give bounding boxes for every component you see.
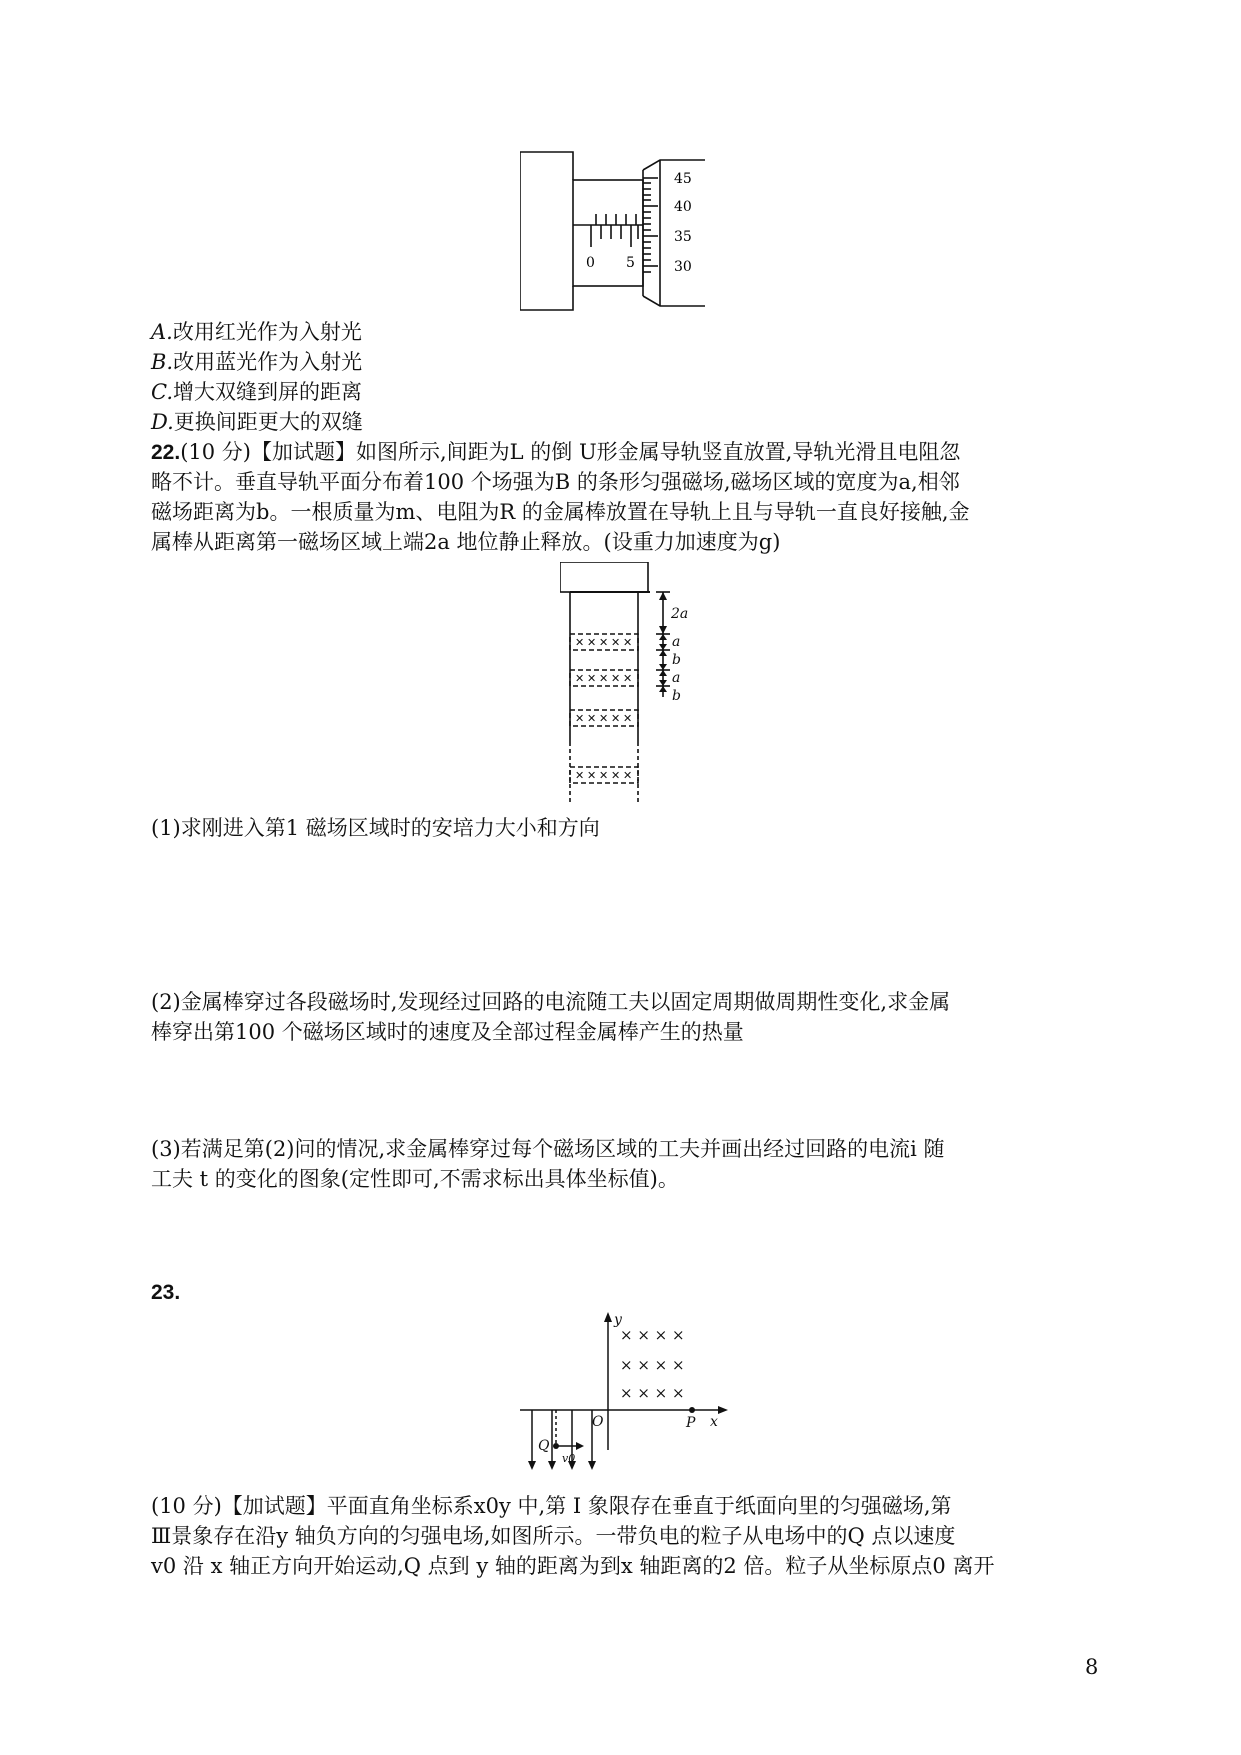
svg-text:✕: ✕: [623, 769, 633, 782]
svg-text:✕: ✕: [623, 672, 633, 685]
q22-line-4: 属棒从距离第一磁场区域上端2a 地位静止释放。(设重力加速度为g): [151, 530, 781, 554]
svg-text:✕: ✕: [587, 712, 597, 725]
svg-text:✕: ✕: [575, 712, 585, 725]
micrometer-figure: [520, 148, 705, 314]
option-c: C.增大双缝到屏的距离: [151, 380, 362, 404]
label-a-2: a: [672, 670, 681, 686]
svg-text:✕: ✕: [599, 672, 609, 685]
page-number: 8: [1085, 1655, 1099, 1679]
sleeve-label-0: 0: [586, 255, 595, 271]
rail-field-figure: [560, 562, 690, 802]
svg-text:✕: ✕: [611, 712, 621, 725]
svg-text:× × × ×: × × × ×: [620, 1356, 685, 1374]
label-2a: 2a: [671, 606, 689, 622]
svg-text:✕: ✕: [623, 712, 633, 725]
svg-text:✕: ✕: [575, 672, 585, 685]
thimble-label-45: 45: [674, 171, 692, 187]
q22-sub2-line-2: 棒穿出第100 个磁场区域时的速度及全部过程金属棒产生的热量: [151, 1020, 744, 1044]
svg-text:× × × ×: × × × ×: [620, 1326, 685, 1344]
option-b: B.改用蓝光作为入射光: [151, 350, 363, 374]
q23-number: 23.: [151, 1281, 181, 1304]
svg-text:✕: ✕: [599, 712, 609, 725]
label-a-1: a: [672, 634, 681, 650]
point-p-label: P: [686, 1415, 696, 1431]
q23-line-2: Ⅲ景象存在沿y 轴负方向的匀强电场,如图所示。一带负电的粒子从电场中的Q 点以速度: [151, 1524, 956, 1548]
origin-label: O: [592, 1414, 604, 1430]
label-b-1: b: [672, 652, 681, 668]
q22-number: 22.: [151, 441, 181, 464]
thimble-label-35: 35: [674, 229, 692, 245]
option-d: D.更换间距更大的双缝: [151, 410, 363, 434]
velocity-label: v0: [562, 1452, 576, 1465]
svg-text:✕: ✕: [623, 636, 633, 649]
q23-line-1: (10 分)【加试题】平面直角坐标系x0y 中,第 Ⅰ 象限存在垂直于纸面向里的匀强磁场,第: [151, 1494, 952, 1518]
axis-x-label: x: [710, 1414, 718, 1430]
coordinate-figure: [520, 1310, 730, 1475]
svg-text:✕: ✕: [575, 636, 585, 649]
q22-line-2: 略不计。垂直导轨平面分布着100 个场强为B 的条形匀强磁场,磁场区域的宽度为a,相邻: [151, 470, 960, 494]
label-b-2: b: [672, 688, 681, 704]
thimble-label-40: 40: [674, 199, 692, 215]
q22-line-3: 磁场距离为b。一根质量为m、电阻为R 的金属棒放置在导轨上且与导轨一直良好接触,金: [151, 500, 970, 524]
axis-y-label: y: [614, 1312, 622, 1328]
svg-text:✕: ✕: [587, 672, 597, 685]
svg-text:✕: ✕: [599, 636, 609, 649]
svg-text:✕: ✕: [575, 769, 585, 782]
sleeve-label-5: 5: [626, 255, 635, 271]
q22-line-1: 22.(10 分)【加试题】如图所示,间距为L 的倒 U形金属导轨竖直放置,导轨光滑且电阻忽: [151, 440, 961, 464]
thimble-label-30: 30: [674, 259, 692, 275]
svg-text:✕: ✕: [587, 769, 597, 782]
svg-text:× × × ×: × × × ×: [620, 1384, 685, 1402]
svg-text:✕: ✕: [611, 636, 621, 649]
q22-sub3-line-1: (3)若满足第(2)问的情况,求金属棒穿过每个磁场区域的工夫并画出经过回路的电流i 随: [151, 1137, 945, 1161]
svg-text:✕: ✕: [611, 672, 621, 685]
svg-text:✕: ✕: [587, 636, 597, 649]
option-a: A.改用红光作为入射光: [151, 320, 362, 344]
svg-text:✕: ✕: [611, 769, 621, 782]
q22-sub1: (1)求刚进入第1 磁场区域时的安培力大小和方向: [151, 816, 600, 840]
point-q-label: Q: [538, 1438, 550, 1454]
q22-sub2-line-1: (2)金属棒穿过各段磁场时,发现经过回路的电流随工夫以固定周期做周期性变化,求金属: [151, 990, 951, 1014]
q23-line-3: v0 沿 x 轴正方向开始运动,Q 点到 y 轴的距离为到x 轴距离的2 倍。粒子从坐标原点0 离开: [151, 1554, 995, 1578]
q22-sub3-line-2: 工夫 t 的变化的图象(定性即可,不需求标出具体坐标值)。: [151, 1167, 679, 1191]
svg-text:✕: ✕: [599, 769, 609, 782]
